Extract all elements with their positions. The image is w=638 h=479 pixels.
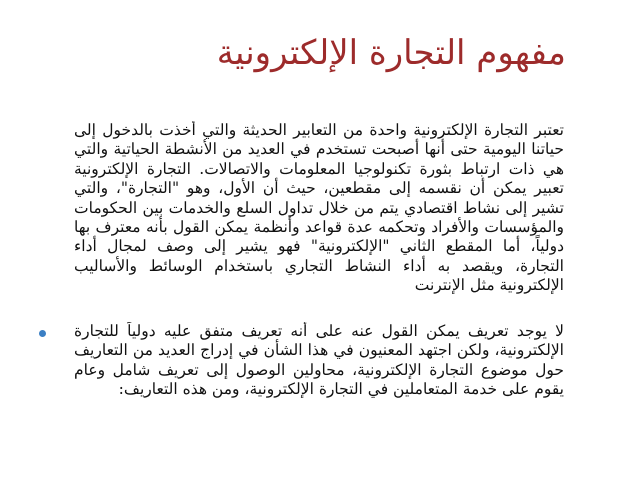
slide-title: مفهوم التجارة الإلكترونية: [216, 33, 566, 73]
paragraph-definition: تعتبر التجارة الإلكترونية واحدة من التعابير الحديثة والتي أخذت بالدخول إلى حياتنا اليومية حتى أنها أصبحت تستخدم في العديد من الأنشطة الحياتية والتي هي ذات ارتباط بثورة تكنولوجيا المعلومات والاتصالات. التجارة الإلكترونية تعبير يمكن أن نقسمه إلى مقطعين، حيث أن الأول، وهو "التجارة"، والتي تشير إلى نشاط اقتصادي يتم من خلال تداول السلع والخدمات بين الحكومات والمؤسسات والأفراد وتحكمه عدة قواعد وأنظمة يمكن القول بأنه معترف بها دولياً، أما المقطع الثاني "الإلكترونية" فهو يشير إلى وصف لمجال أداء التجارة، ويقصد به أداء النشاط التجاري باستخدام الوسائط والأساليب الإلكترونية مثل الإنترنت: [74, 121, 564, 295]
paragraph-bullet: لا يوجد تعريف يمكن القول عنه على أنه تعريف متفق عليه دولياً للتجارة الإلكترونية، ولكن اجتهد المعنيون في هذا الشأن في إدراج العديد من التعاريف حول موضوع التجارة الإلكترونية، محاولين الوصول إلى تعريف شامل وعام يقوم على خدمة المتعاملين في التجارة الإلكترونية، ومن هذه التعاريف:: [74, 322, 564, 399]
bullet-dot-icon: [39, 330, 46, 337]
